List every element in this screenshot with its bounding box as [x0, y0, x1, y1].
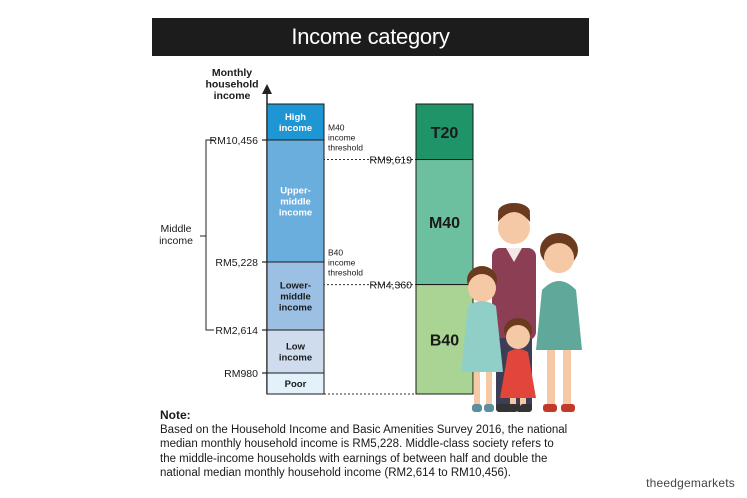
- segment-label: middle: [280, 291, 311, 303]
- threshold-value-label: RM9,619: [369, 154, 412, 167]
- segment-label: income: [278, 302, 313, 314]
- segment-label: High: [284, 112, 307, 123]
- note-line: median monthly household income is RM5,228. Middle-class society refers to: [160, 438, 554, 450]
- segment-label: Low: [286, 341, 305, 353]
- segment-label: income: [278, 352, 313, 364]
- threshold-value-label: RM4,360: [369, 279, 412, 292]
- threshold-label: M40: [328, 122, 345, 133]
- segment-label: Lower-: [279, 280, 312, 292]
- threshold-label: income: [328, 257, 356, 268]
- y-axis-label: income: [213, 90, 251, 102]
- segment-label: middle: [280, 196, 311, 208]
- segment-label: income: [278, 207, 313, 219]
- threshold-label: B40: [328, 247, 344, 258]
- threshold-label: threshold: [328, 267, 363, 278]
- note: [160, 408, 600, 481]
- threshold-label: income: [328, 132, 356, 143]
- segment-label: income: [278, 123, 313, 134]
- threshold-label: threshold: [328, 142, 363, 153]
- brand-name: theedgemarkets: [646, 476, 735, 490]
- segment-label: Poor: [284, 379, 307, 390]
- middle-income-bracket: [206, 140, 214, 330]
- chart-title: Income category: [152, 18, 589, 56]
- middle-income-label: income: [159, 235, 193, 247]
- tick-label: RM10,456: [209, 135, 258, 147]
- note-line: national median monthly household income (RM2,614 to RM10,456).: [160, 467, 511, 479]
- note-line: the middle-income households with earnings of between half and double the: [160, 452, 548, 465]
- segment-label: Upper-: [280, 185, 311, 197]
- tick-label: RM5,228: [215, 257, 258, 269]
- y-axis-label: Monthly: [211, 67, 253, 79]
- group-label: M40: [428, 215, 461, 233]
- group-label: B40: [429, 332, 460, 350]
- y-axis-label: household: [205, 78, 259, 91]
- group-label: T20: [430, 124, 459, 142]
- note-line: Based on the Household Income and Basic Amenities Survey 2016, the national: [160, 423, 568, 436]
- tick-label: RM2,614: [215, 325, 258, 337]
- tick-label: RM980: [224, 368, 258, 380]
- note-heading: Note:: [160, 408, 191, 422]
- middle-income-label: Middle: [160, 223, 192, 235]
- y-axis-arrow: [262, 84, 272, 94]
- family-illustration: [461, 203, 582, 412]
